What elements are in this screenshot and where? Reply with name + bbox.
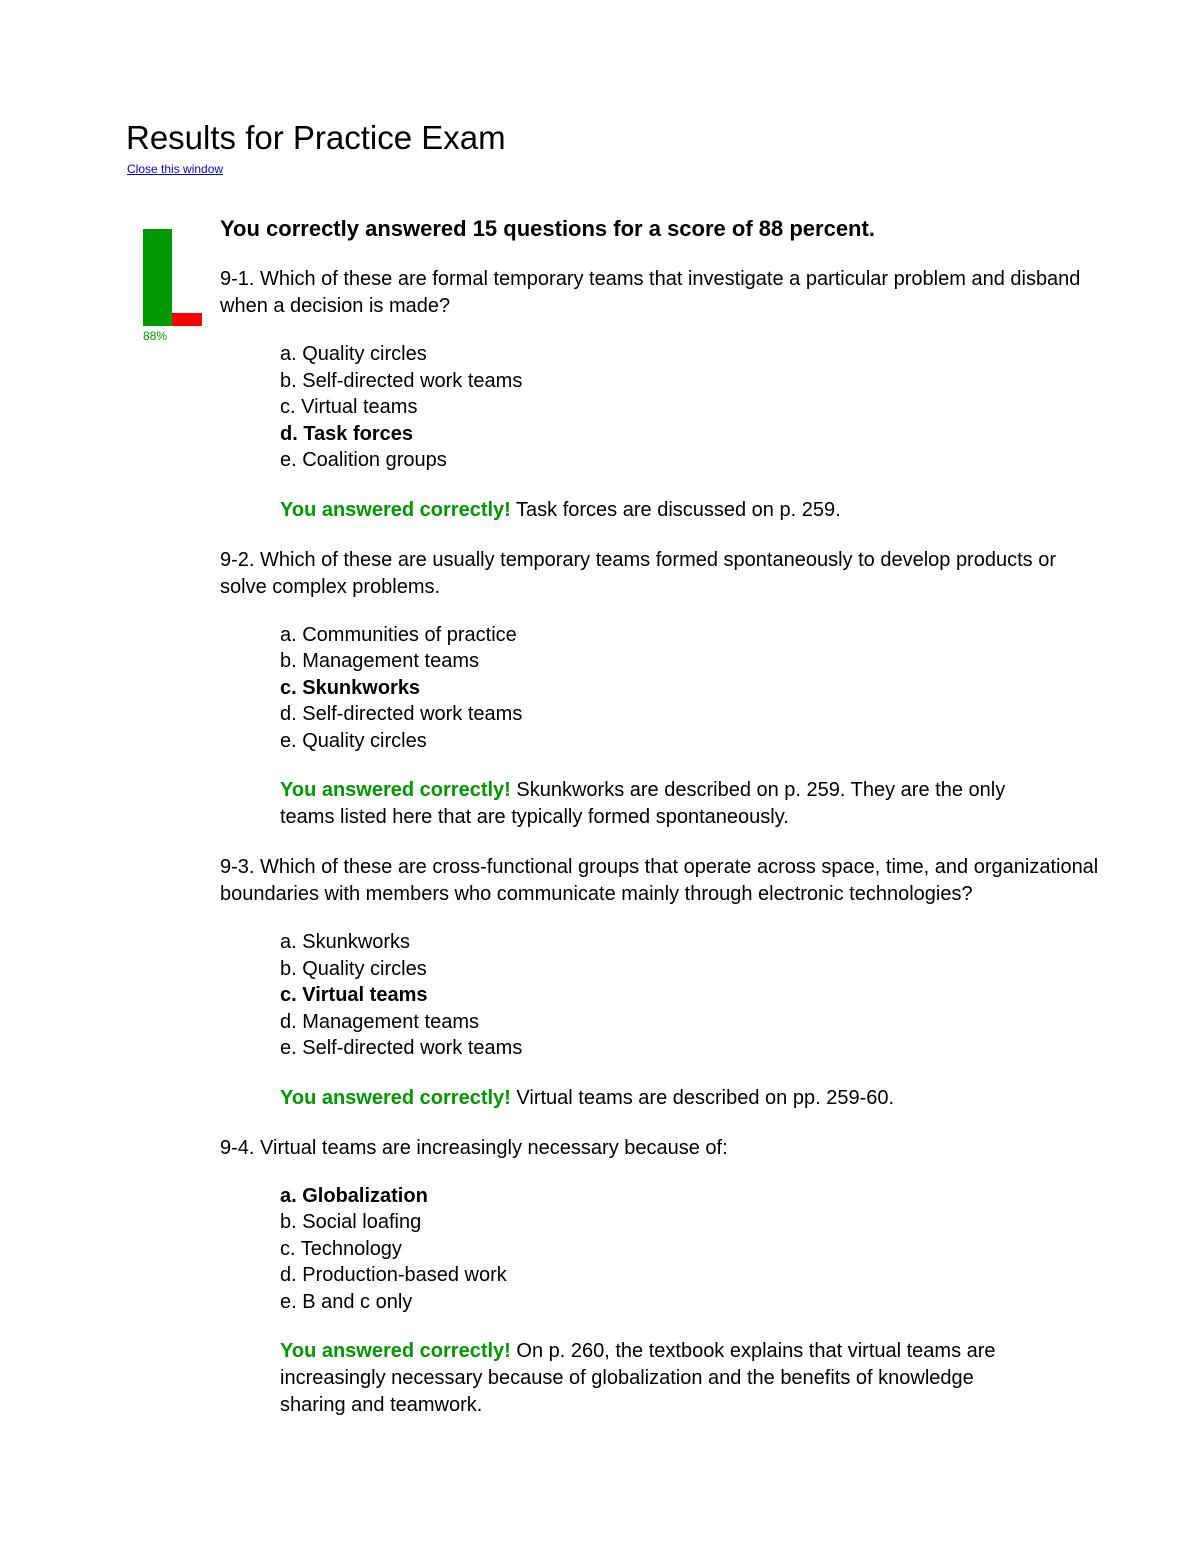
answer-choice: b. Self-directed work teams [280,369,523,392]
feedback-text: Virtual teams are described on pp. 259-60. [516,1086,895,1109]
question-block [220,266,1120,524]
feedback-label: You answered correctly! [280,779,511,801]
question-text: 9-3. Which of these are cross-functional groups that operate across space, time, and organizational boundaries with members who communicate mainly through electronic technologies? [220,856,1099,905]
answer-choices [280,622,1120,755]
score-summary: You correctly answered 15 questions for a score of 88 percent. [220,216,875,241]
answer-feedback [280,1338,1040,1419]
answer-choice: d. Management teams [280,1010,479,1033]
results-content [220,214,1120,1442]
answer-choice: d. Self-directed work teams [280,703,523,725]
correct-answer-choice: a. Globalization [280,1184,428,1207]
answer-choices [280,929,1120,1062]
feedback-label: You answered correctly! [280,1340,511,1362]
incorrect-score-bar [172,313,202,326]
feedback-label: You answered correctly! [280,1086,511,1109]
answer-choice: e. Self-directed work teams [280,1037,523,1059]
answer-choice: a. Communities of practice [280,623,517,646]
feedback-text: Skunkworks are described on p. 259. They are the only teams listed here that are typically formed spontaneously. [280,779,1006,828]
correct-answer-choice: d. Task forces [280,422,414,445]
page-title: Results for Practice Exam [126,119,506,156]
feedback-text: On p. 260, the textbook explains that virtual teams are increasingly necessary because of globalization and the benefits of knowledge sharing and teamwork. [280,1340,996,1416]
answer-choice: e. Quality circles [280,729,427,752]
score-percent-label: 88% [143,329,168,343]
question-text: 9-1. Which of these are formal temporary teams that investigate a particular problem and disband when a decision is made? [220,268,1081,317]
question-text: 9-4. Virtual teams are increasingly necessary because of: [220,1136,728,1159]
feedback-label: You answered correctly! [280,498,511,521]
answer-feedback [280,497,1040,524]
answer-choice: b. Social loafing [280,1211,422,1233]
answer-choice: b. Management teams [280,650,479,672]
close-window-link[interactable]: Close this window [127,162,224,176]
correct-answer-choice: c. Skunkworks [280,676,421,699]
correct-answer-choice: c. Virtual teams [280,984,428,1006]
question-block [220,1135,1120,1420]
answer-feedback [280,1085,1040,1112]
score-bar-graph [143,216,205,346]
feedback-text: Task forces are discussed on p. 259. [516,498,841,521]
correct-score-bar [143,229,172,326]
answer-choice: d. Production-based work [280,1264,507,1286]
answer-choice: c. Technology [280,1237,402,1260]
answer-choice: b. Quality circles [280,957,427,980]
answer-choices [280,341,1120,474]
answer-choice: e. B and c only [280,1290,413,1313]
answer-feedback [280,777,1040,831]
answer-choice: a. Skunkworks [280,931,411,953]
answer-choice: a. Quality circles [280,343,427,365]
question-text: 9-2. Which of these are usually temporary teams formed spontaneously to develop products or solve complex problems. [220,548,1056,598]
question-block [220,547,1120,832]
answer-choice: c. Virtual teams [280,396,418,418]
answer-choice: e. Coalition groups [280,449,447,471]
question-block [220,854,1120,1112]
answer-choices [280,1183,1120,1316]
